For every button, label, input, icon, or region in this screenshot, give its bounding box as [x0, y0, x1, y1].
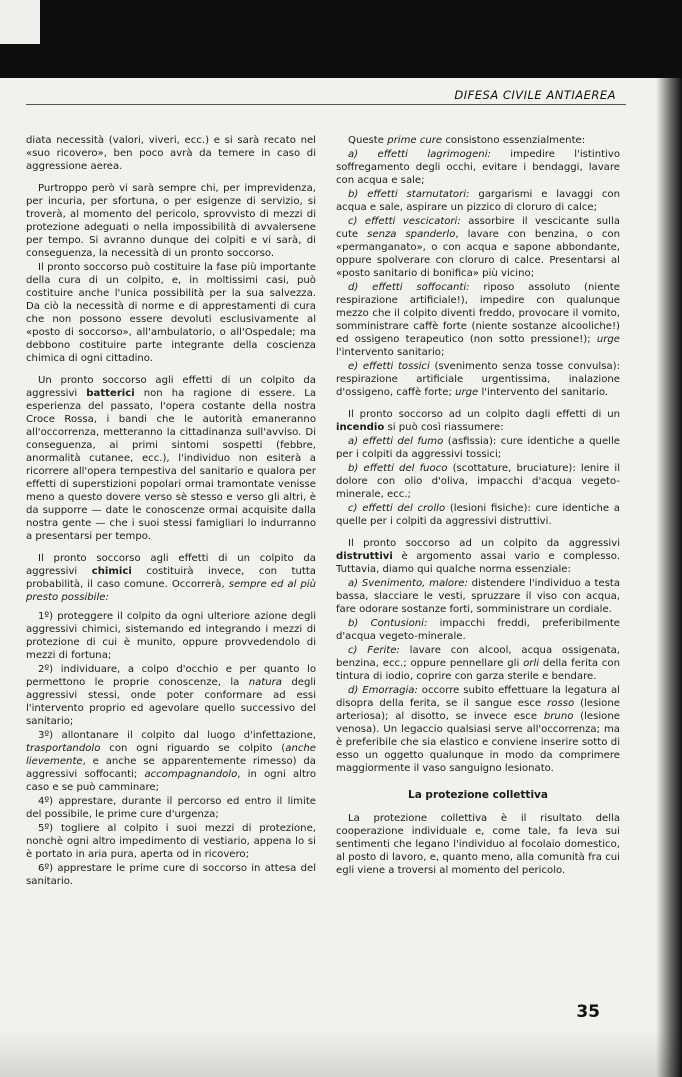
- paragraph: Un pronto soccorso agli effetti di un colpito da aggressivi batterici non ha ragione di essere. La esperienza del passato, l'opera costante della nostra Croce Rossa, i bandi che le autorità emaneranno all'occorrenza, metteranno la cittadinanza sull'avviso. Di conseguenza, ai primi sintomi sospetti (febbre, anormalità cutanee, ecc.), l'individuo non esiterà a ricorrere all'opera tempestiva del sanitario e qualora per effetti di superstizioni popolari ormai tramontate venisse meno a questo dovere verso sè stesso e verso gli altri, è da supporre — date le conoscenze ormai acquisite dalla nostra gente — che i suoi stessi famigliari lo indurranno a presentarsi per tempo.: [26, 375, 317, 542]
- paragraph: Il pronto soccorso ad un colpito dagli effetti di un incendio si può così riassumere:: [336, 409, 620, 433]
- page-bottom-shadow: [0, 1030, 682, 1077]
- list-item: 5º) togliere al colpito i suoi mezzi di protezione, nonchè ogni altro impedimento di vestiario, appena lo si è portato in aria pura, aperta od in ricovero;: [26, 823, 316, 860]
- paragraph: Il pronto soccorso ad un colpito da aggressivi distruttivi è argomento assai vario e complesso. Tuttavia, diamo qui qualche norma essenziale:: [336, 538, 620, 575]
- list-item: b) Contusioni: impacchi freddi, preferibilmente d'acqua vegeto-minerale.: [336, 618, 621, 642]
- scan-corner: [0, 0, 40, 44]
- list-item: 1º) proteggere il colpito da ogni ulteriore azione degli aggressivi chimici, sistemando ed integrando i mezzi di protezione di cui è munito, oppure provvedendolo di mezzi di fortuna;: [26, 611, 316, 661]
- scan-dark-margin: [0, 0, 682, 78]
- paragraph: diata necessità (valori, viveri, ecc.) e si sarà recato nel «suo ricovero», ben poco avrà da temere in caso di aggressione aerea.: [26, 135, 316, 172]
- paragraph: Il pronto soccorso agli effetti di un colpito da aggressivi chimici costituirà invece, con tutta probabilità, il caso comune. Occorrerà, sempre ed al più presto possibile:: [26, 553, 316, 603]
- list-item: a) Svenimento, malore: distendere l'individuo a testa bassa, slacciare le vesti, spruzzare il viso con acqua, fare odorare sostanze forti, somministrare un cordiale.: [336, 578, 621, 615]
- running-header: DIFESA CIVILE ANTIAEREA: [454, 88, 616, 102]
- list-item: 4º) apprestare, durante il percorso ed entro il limite del possibile, le prime cure d'urgenza;: [26, 796, 316, 820]
- paragraph: Purtroppo però vi sarà sempre chi, per imprevidenza, per incuria, per sfortuna, o per esigenze di servizio, si troverà, al momento del pericolo, sprovvisto di mezzi di protezione adeguati o nella impossibilità di avvalersene per tempo. Si avranno dunque dei colpiti e vi sarà, di conseguenza, la necessità di un pronto soccorso.: [26, 183, 316, 259]
- list-item: c) effetti del crollo (lesioni fisiche): cure identiche a quelle per i colpiti da aggressivi distruttivi.: [336, 503, 620, 527]
- list-item: d) effetti soffocanti: riposo assoluto (niente respirazione artificiale!), impedire con qualunque mezzo che il colpito diventi freddo, provocare il vomito, somministrare caffè forte (niente sostanze alcooliche!) ed ossigeno terapeutico (non sotto pressione!); urge l'intervento sanitario;: [336, 282, 620, 358]
- list-item: d) Emorragia: occorre subito effettuare la legatura al disopra della ferita, se il sangue esce rosso (lesione arteriosa); al disotto, se invece esce bruno (lesione venosa). Un legaccio qualsiasi serve all'occorrenza; ma è preferibile che sia elastico e conviene inserire sotto di esso un oggetto qualunque in modo da comprimere maggiormente il vaso sanguigno lesionato.: [336, 685, 620, 774]
- left-column: [26, 134, 316, 889]
- paragraph: Il pronto soccorso può costituire la fase più importante della cura di un colpito, e, in moltissimi casi, può costituire anche l'unica possibilità per la sua salvezza. Da ciò la necessità di norme e di apprestamenti di cura che non possono essere devoluti esclusivamente al «posto di soccorso», all'ambulatorio, o all'Ospedale; ma debbono costituire parte integrante della coscienza chimica di ogni cittadino.: [26, 262, 316, 364]
- header-rule: [26, 104, 626, 105]
- paragraph: Queste prime cure consistono essenzialmente:: [348, 135, 586, 146]
- list-item: a) effetti del fumo (asfissia): cure identiche a quelle per i colpiti da aggressivi tossici;: [336, 436, 620, 460]
- paragraph: La protezione collettiva è il risultato della cooperazione individuale e, come tale, fa leva sui sentimenti che legano l'individuo al focolaio domestico, al posto di lavoro, e, quanto meno, alla comunità fra cui egli viene a troversi al momento del pericolo.: [336, 813, 620, 876]
- list-item: 6º) apprestare le prime cure di soccorso in attesa del sanitario.: [26, 863, 316, 887]
- page-number: 35: [576, 1002, 600, 1022]
- list-item: c) effetti vescicatori: assorbire il vescicante sulla cute senza spanderlo, lavare con benzina, o con «permanganato», o con acqua e sapone abbondante, oppure spolverare con cloruro di calce. Presentarsi al «posto sanitario di bonifica» più vicino;: [336, 216, 621, 279]
- list-item: b) effetti starnutatori: gargarismi e lavaggi con acqua e sale, aspirare un pizzico di cloruro di calce;: [336, 189, 620, 213]
- list-item: a) effetti lagrimogeni: impedire l'istintivo soffregamento degli occhi, evitare i bendaggi, lavare con acqua e sale;: [336, 149, 620, 186]
- right-column: [336, 134, 620, 886]
- section-title: La protezione collettiva: [408, 789, 548, 801]
- list-item: b) effetti del fuoco (scottature, bruciature): lenire il dolore con olio d'oliva, impacchi d'acqua vegeto-minerale, ecc.;: [336, 463, 621, 500]
- list-item: e) effetti tossici (svenimento senza tosse convulsa): respirazione artificiale urgentissima, inalazione d'ossigeno, caffè forte; urge l'intervento del sanitario.: [336, 361, 620, 398]
- list-item: 3º) allontanare il colpito dal luogo d'infettazione, trasportandolo con ogni riguardo se colpito (anche lievemente, e anche se apparentemente rimesso) da aggressivi soffocanti; accompagnandolo, in ogni altro caso e se può camminare;: [26, 730, 317, 793]
- list-item: 2º) individuare, a colpo d'occhio e per quanto lo permettono le proprie conoscenze, la natura degli aggressivi stessi, onde poter conformare ad essi l'intervento proprio ed agevolare quello successivo del sanitario;: [26, 664, 316, 727]
- page-spine-shadow: [656, 78, 682, 1077]
- list-item: c) Ferite: lavare con alcool, acqua ossigenata, benzina, ecc.; oppure pennellare gli orli della ferita con tintura di iodio, coprire con garza sterile e bendare.: [336, 645, 620, 682]
